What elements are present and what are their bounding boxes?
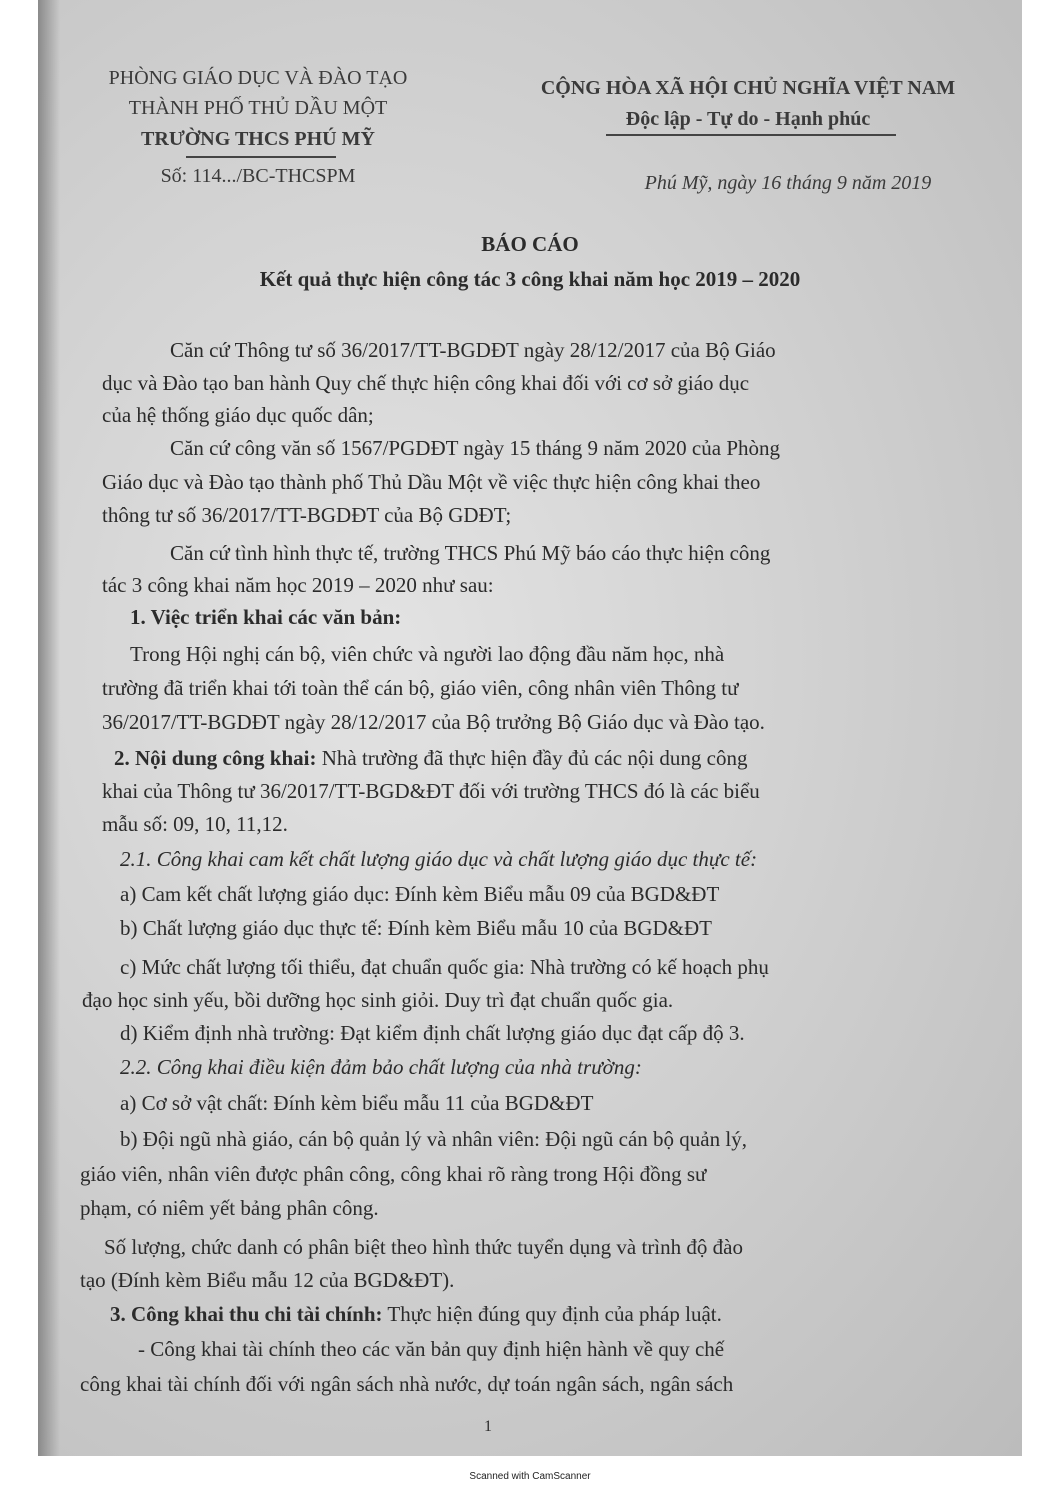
school-name: TRƯỜNG THCS PHÚ MỸ — [141, 128, 375, 150]
body-line: c) Mức chất lượng tối thiểu, đạt chuẩn quốc gia: Nhà trường có kế hoạch phụ — [120, 955, 769, 979]
body-line: Trong Hội nghị cán bộ, viên chức và người lao động đầu năm học, nhà — [130, 642, 725, 666]
section-3-intro: Thực hiện đúng quy định của pháp luật. — [382, 1302, 722, 1326]
body-line: tác 3 công khai năm học 2019 – 2020 như sau: — [102, 573, 494, 597]
body-line: giáo viên, nhân viên được phân công, công khai rõ ràng trong Hội đồng sư — [80, 1162, 707, 1186]
body-line: đạo học sinh yếu, bồi dưỡng học sinh giỏi. Duy trì đạt chuẩn quốc gia. — [82, 988, 674, 1012]
body-line: Căn cứ công văn số 1567/PGDĐT ngày 15 tháng 9 năm 2020 của Phòng — [170, 436, 781, 460]
body-line: a) Cam kết chất lượng giáo dục: Đính kèm Biểu mẫu 09 của BGD&ĐT — [120, 882, 720, 906]
scanned-page — [38, 0, 1022, 1456]
body-line: Căn cứ tình hình thực tế, trường THCS Phú Mỹ báo cáo thực hiện công — [170, 541, 771, 565]
body-line: Số lượng, chức danh có phân biệt theo hình thức tuyển dụng và trình độ đào — [104, 1235, 743, 1259]
subsection-heading-2-1: 2.1. Công khai cam kết chất lượng giáo dục và chất lượng giáo dục thực tế: — [120, 847, 758, 871]
body-line: khai của Thông tư 36/2017/TT-BGD&ĐT đối với trường THCS đó là các biểu — [102, 779, 760, 803]
section-heading-2-line — [114, 746, 748, 771]
body-line: công khai tài chính đối với ngân sách nhà nước, dự toán ngân sách, ngân sách — [80, 1372, 734, 1396]
report-subtitle: Kết quả thực hiện công tác 3 công khai năm học 2019 – 2020 — [259, 267, 801, 291]
page-number: 1 — [484, 1418, 492, 1435]
section-heading-1: 1. Việc triển khai các văn bản: — [130, 605, 402, 629]
motto-underline — [606, 134, 896, 136]
national-motto: Độc lập - Tự do - Hạnh phúc — [625, 108, 871, 130]
body-line: b) Chất lượng giáo dục thực tế: Đính kèm Biểu mẫu 10 của BGD&ĐT — [120, 916, 713, 940]
section-heading-3: 3. Công khai thu chi tài chính: — [110, 1302, 383, 1326]
document-date: Phú Mỹ, ngày 16 tháng 9 năm 2019 — [644, 172, 932, 194]
section-heading-2: 2. Nội dung công khai: — [114, 746, 317, 770]
section-heading-3-line — [110, 1302, 722, 1327]
body-line: phạm, có niêm yết bảng phân công. — [80, 1196, 379, 1220]
national-title: CỘNG HÒA XÃ HỘI CHỦ NGHĨA VIỆT NAM — [540, 77, 956, 99]
school-name-underline — [186, 156, 336, 158]
agency-line-1: PHÒNG GIÁO DỤC VÀ ĐÀO TẠO — [108, 67, 408, 89]
body-line: Giáo dục và Đào tạo thành phố Thủ Dầu Một về việc thực hiện công khai theo — [102, 470, 761, 494]
body-line: a) Cơ sở vật chất: Đính kèm biểu mẫu 11 của BGD&ĐT — [120, 1091, 594, 1115]
body-line: thông tư số 36/2017/TT-BGDĐT của Bộ GDĐT; — [102, 503, 512, 527]
body-line: của hệ thống giáo dục quốc dân; — [102, 403, 374, 427]
body-line: tạo (Đính kèm Biểu mẫu 12 của BGD&ĐT). — [80, 1268, 455, 1292]
report-title: BÁO CÁO — [481, 232, 579, 256]
subsection-heading-2-2: 2.2. Công khai điều kiện đảm bảo chất lượng của nhà trường: — [120, 1055, 642, 1079]
body-line: dục và Đào tạo ban hành Quy chế thực hiện công khai đối với cơ sở giáo dục — [102, 371, 750, 395]
body-line: trường đã triển khai tới toàn thể cán bộ, giáo viên, công nhân viên Thông tư — [102, 676, 739, 700]
document-page — [38, 0, 1022, 1456]
body-line: - Công khai tài chính theo các văn bản quy định hiện hành về quy chế — [138, 1337, 725, 1361]
document-number: Số: 114.../BC-THCSPM — [160, 165, 356, 187]
body-line: mẫu số: 09, 10, 11,12. — [102, 812, 288, 836]
body-line: b) Đội ngũ nhà giáo, cán bộ quản lý và nhân viên: Đội ngũ cán bộ quản lý, — [120, 1127, 747, 1151]
scanner-watermark: Scanned with CamScanner — [469, 1471, 591, 1482]
section-2-intro: Nhà trường đã thực hiện đầy đủ các nội dung công — [316, 746, 748, 770]
body-line: d) Kiểm định nhà trường: Đạt kiểm định chất lượng giáo dục đạt cấp độ 3. — [120, 1021, 745, 1045]
body-line: 36/2017/TT-BGDĐT ngày 28/12/2017 của Bộ trưởng Bộ Giáo dục và Đào tạo. — [102, 710, 765, 734]
body-line: Căn cứ Thông tư số 36/2017/TT-BGDĐT ngày 28/12/2017 của Bộ Giáo — [170, 338, 776, 362]
agency-line-2: THÀNH PHỐ THỦ DẦU MỘT — [128, 97, 388, 119]
